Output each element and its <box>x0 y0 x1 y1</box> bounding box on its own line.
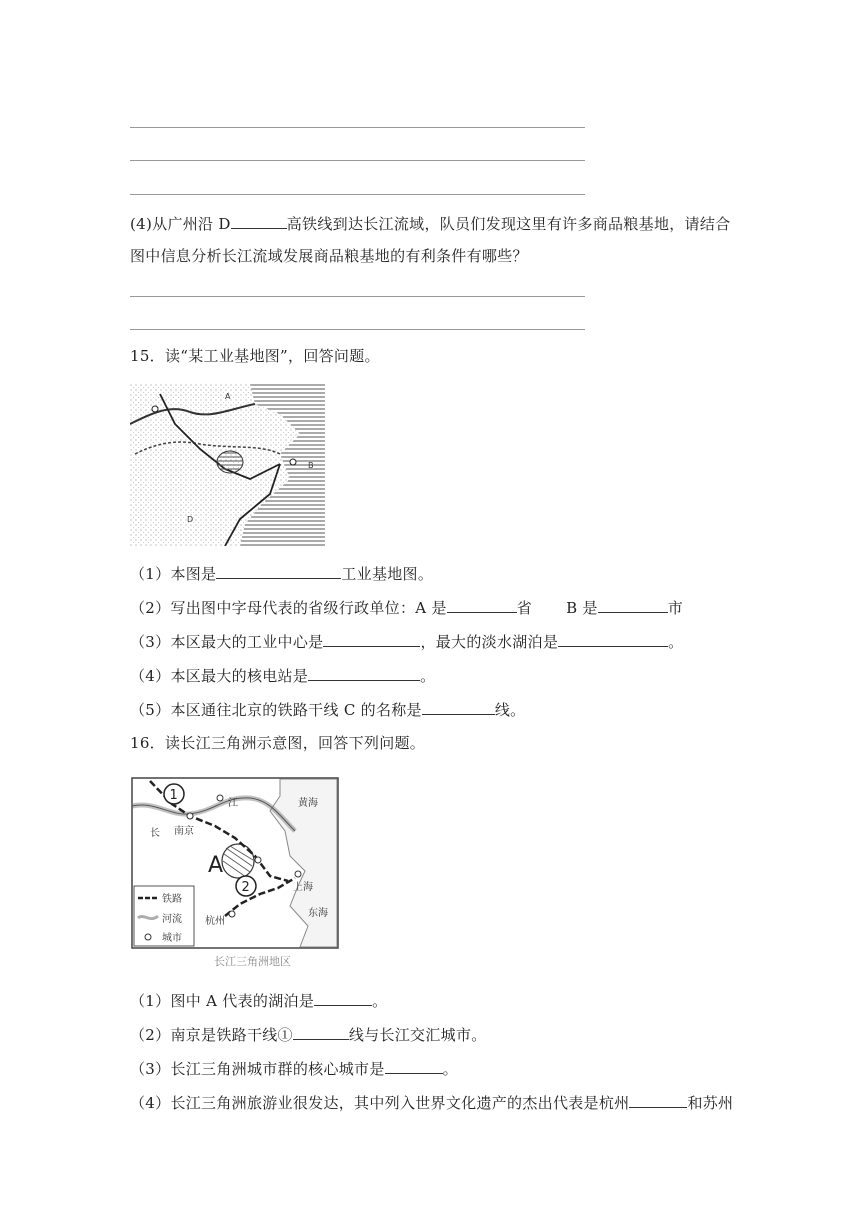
q14-part4-text-b: 高铁线到达长江流域，队员们发现这里有许多商品粮基地，请结合 <box>286 215 731 233</box>
q16-p1-text-b: 。 <box>372 992 388 1010</box>
answer-blank[interactable] <box>293 1024 349 1040</box>
q16-part1 <box>130 990 387 1011</box>
answer-blank[interactable] <box>422 699 495 715</box>
answer-line <box>130 160 585 161</box>
answer-blank[interactable] <box>308 665 420 681</box>
q16-p3-text-b: 。 <box>442 1060 458 1078</box>
map-label-d: D <box>187 515 194 524</box>
q14-part4-line1 <box>130 213 730 234</box>
map-caption: 长江三角洲地区 <box>214 955 291 968</box>
answer-blank[interactable] <box>447 597 517 613</box>
answer-line <box>130 329 585 330</box>
q15-p3-text-a: （3）本区最大的工业中心是 <box>130 633 324 651</box>
legend-city-symbol <box>145 934 151 940</box>
city-nanjing-dot <box>187 813 193 819</box>
answer-line <box>130 296 585 297</box>
answer-blank[interactable] <box>216 563 341 579</box>
city-dot <box>290 459 296 465</box>
q15-p5-text-a: （5）本区通往北京的铁路干线 C 的名称是 <box>130 701 422 719</box>
answer-blank[interactable] <box>323 631 420 647</box>
city-dot <box>152 406 158 412</box>
legend-river: 河流 <box>162 914 182 925</box>
q16-part3 <box>130 1058 458 1079</box>
river-label-jiang: 江 <box>228 798 238 809</box>
city-shanghai-dot <box>295 871 301 877</box>
q15-p1-text-a: （1）本图是 <box>130 565 217 583</box>
q16-part2 <box>130 1024 487 1045</box>
answer-blank[interactable] <box>231 213 287 229</box>
q15-p1-text-b: 工业基地图。 <box>341 565 434 583</box>
label-donghai: 东海 <box>308 908 328 919</box>
q15-part2 <box>130 597 683 618</box>
label-a: A <box>208 853 224 878</box>
q15-p2-text-b: 省 <box>516 599 533 617</box>
map-label-b: B <box>308 461 314 470</box>
q15-p2-text-c: B 是 <box>566 599 598 617</box>
answer-blank[interactable] <box>314 990 372 1006</box>
answer-blank[interactable] <box>558 631 668 647</box>
answer-blank[interactable] <box>629 1092 687 1108</box>
q16-title: 16．读长江三角洲示意图，回答下列问题。 <box>130 734 426 752</box>
answer-line <box>130 127 585 128</box>
q15-p4-text-a: （4）本区最大的核电站是 <box>130 667 309 685</box>
marker-2: 2 <box>241 880 250 895</box>
q15-part5 <box>130 699 525 720</box>
q16-part4 <box>130 1092 733 1113</box>
answer-line <box>130 194 585 195</box>
legend-rail: 铁路 <box>162 894 182 905</box>
answer-blank[interactable] <box>385 1058 443 1074</box>
q15-p2-text-a: （2）写出图中字母代表的省级行政单位：A 是 <box>130 599 447 617</box>
answer-blank[interactable] <box>598 597 668 613</box>
marker-1: 1 <box>169 788 178 803</box>
q15-part1 <box>130 563 433 584</box>
q15-p2-text-d: 市 <box>667 599 684 617</box>
q16-p4-text-b: 和苏州 <box>687 1094 734 1112</box>
legend-city: 城市 <box>162 933 182 944</box>
q15-p5-text-b: 线。 <box>494 701 526 719</box>
city-dot <box>255 857 261 863</box>
q15-title: 15．读“某工业基地图”，回答问题。 <box>130 347 380 365</box>
taihu-lake <box>217 451 243 473</box>
q15-part4 <box>130 665 435 686</box>
city-hangzhou-dot <box>229 911 235 917</box>
label-huanghai: 黄海 <box>298 798 318 809</box>
label-shanghai: 上海 <box>293 882 313 893</box>
city-dot <box>217 795 223 801</box>
q14-part4-text-a: (4)从广州沿 D <box>130 215 231 233</box>
label-hangzhou: 杭州 <box>205 916 225 927</box>
q16-p3-text-a: （3）长江三角洲城市群的核心城市是 <box>130 1060 385 1078</box>
q15-part3 <box>130 631 683 652</box>
industrial-base-map <box>130 384 325 546</box>
q16-p4-text-a: （4）长江三角洲旅游业很发达，其中列入世界文化遗产的杰出代表是杭州 <box>130 1094 630 1112</box>
q16-p2-text-a: （2）南京是铁路干线① <box>130 1026 293 1044</box>
river-label-chang: 长 <box>150 828 160 839</box>
q14-part4-line2: 图中信息分析长江流域发展商品粮基地的有利条件有哪些？ <box>130 247 528 265</box>
label-nanjing: 南京 <box>174 826 194 837</box>
yangtze-delta-map <box>130 776 342 972</box>
q16-p2-text-b: 线与长江交汇城市。 <box>348 1026 487 1044</box>
map-label-a: A <box>225 392 231 401</box>
q15-p3-text-c: 。 <box>668 633 684 651</box>
q16-p1-text-a: （1）图中 A 代表的湖泊是 <box>130 992 315 1010</box>
q15-p4-text-b: 。 <box>420 667 436 685</box>
q15-p3-text-b: ，最大的淡水湖泊是 <box>420 633 559 651</box>
